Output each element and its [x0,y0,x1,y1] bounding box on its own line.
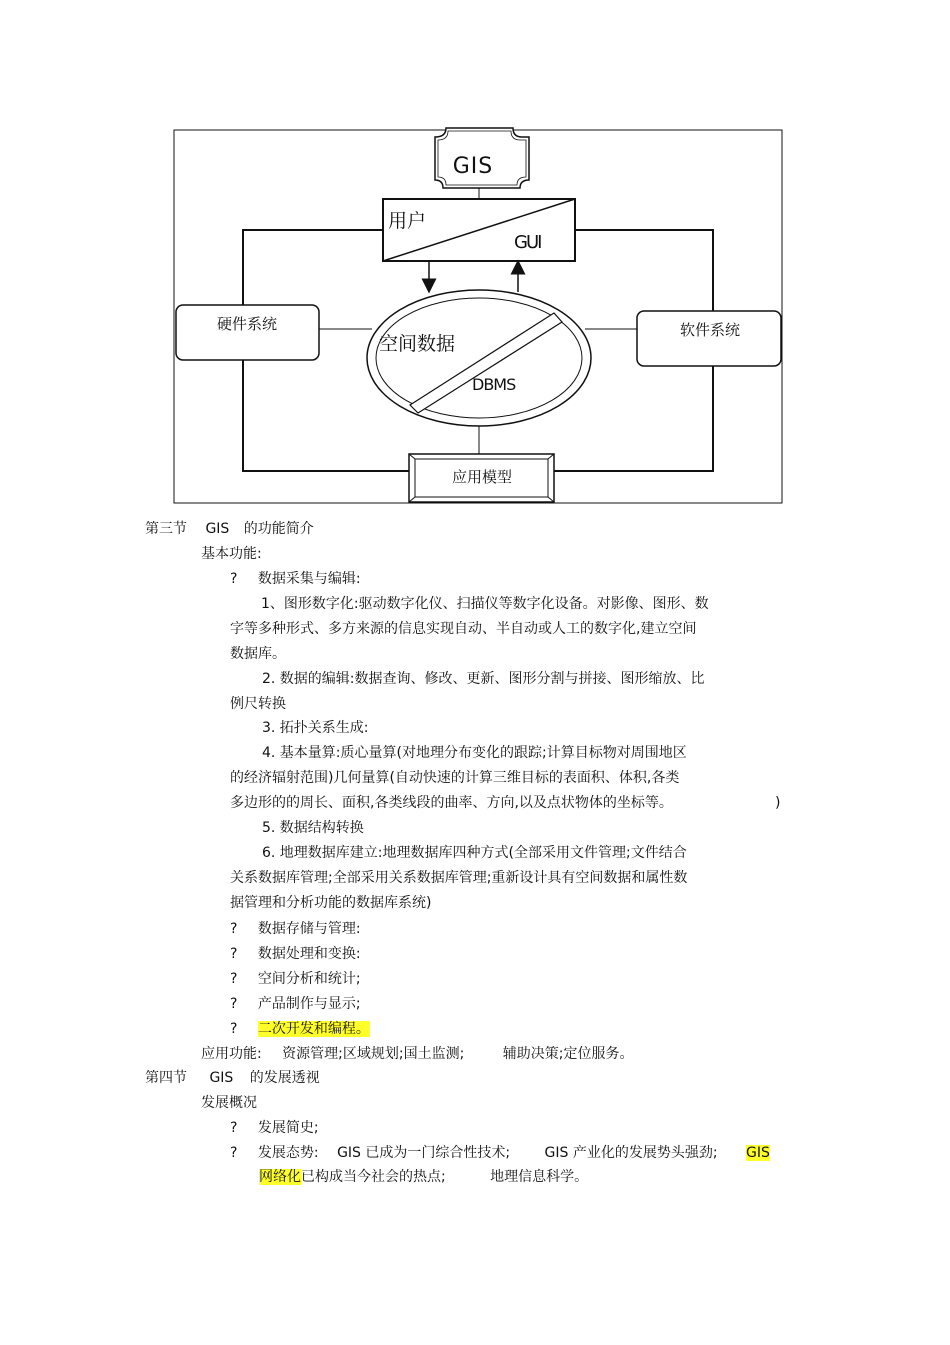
application-functions [201,1045,634,1063]
bullet-mark: ? [230,1120,238,1136]
para1-line3: 数据库。 [230,646,286,662]
bullet-mark: ? [230,971,238,987]
list-item-storage [230,920,361,938]
section3-title-text: 的功能简介 [243,521,314,537]
list-item-processing [230,945,361,963]
highlighted-text: 二次开发和编程。 [257,1021,370,1037]
dbms-label: DBMS [472,375,516,394]
para4-line2: 的经济辐射范围)几何量算(自动快速的计算三维目标的表面积、体积,各类 [230,770,680,786]
gui-label: GUI [514,232,541,253]
bullet-mark: ? [230,921,238,937]
para5: 5. 数据结构转换 [262,820,364,836]
list-item-label: 空间分析和统计; [257,971,361,987]
trends-label: 发展态势: [257,1145,319,1161]
para4-line3: 多边形的的周长、面积,各类线段的曲率、方向,以及点状物体的坐标等。 [230,795,673,811]
list-item-development [230,1020,370,1038]
section3-title [145,520,314,538]
basic-functions-title: 基本功能: [201,546,262,562]
list-item-label: 发展简史; [257,1120,319,1136]
para2-line1: 2. 数据的编辑:数据查询、修改、更新、图形分割与拼接、图形缩放、比 [262,671,705,687]
development-overview: 发展概况 [201,1095,257,1111]
trends-segment2: GIS 产业化的发展势头强劲; [544,1145,718,1161]
list-item-label: 数据采集与编辑: [257,571,361,587]
list-item-trends [230,1144,770,1162]
hardware-label: 硬件系统 [216,315,278,333]
gis-components-diagram [0,0,950,510]
list-item-label: 数据存储与管理: [257,921,361,937]
trends-line2-end: 地理信息科学。 [490,1169,589,1185]
para3: 3. 拓扑关系生成: [262,720,369,736]
section4-title-num: 第四节 [145,1070,187,1086]
para6-line1: 6. 地理数据库建立:地理数据库四种方式(全部采用文件管理;文件结合 [262,845,687,861]
para4-line1: 4. 基本量算:质心量算(对地理分布变化的跟踪;计算目标物对周围地区 [262,745,687,761]
app-model-label: 应用模型 [451,468,513,486]
bullet-mark: ? [230,946,238,962]
section4-title [145,1069,320,1087]
section3-title-gis: GIS [205,521,230,537]
trends-line2-text: 已构成当今社会的热点; [301,1169,446,1185]
bullet-mark: ? [230,1021,238,1037]
bullet-mark: ? [230,571,238,587]
para6-line2: 关系数据库管理;全部采用关系数据库管理;重新设计具有空间数据和属性数 [230,870,688,886]
para1-line1: 1、图形数字化:驱动数字化仪、扫描仪等数字化设备。对影像、图形、数 [261,596,709,612]
dbms-ellipse [367,290,591,426]
para1-line2: 字等多种形式、多方来源的信息实现自动、半自动或人工的数字化,建立空间 [230,621,697,637]
spatial-data-label: 空间数据 [379,333,456,355]
highlighted-text: GIS [746,1145,770,1161]
para6-line3: 据管理和分析功能的数据库系统) [230,895,432,911]
para4-line3-end: ) [775,795,781,811]
user-label: 用户 [388,210,427,232]
para2-line2: 例尺转换 [230,696,286,712]
trends-line2 [259,1168,588,1186]
list-item-label: 数据处理和变换: [257,946,361,962]
list-item-label: 产品制作与显示; [257,996,361,1012]
bullet-mark: ? [230,1145,238,1161]
app-functions-label: 应用功能: [201,1046,262,1062]
section4-title-gis: GIS [209,1070,234,1086]
list-item-analysis [230,970,361,988]
section3-title-num: 第三节 [145,521,187,537]
app-functions-items1: 资源管理;区域规划;国土监测; [282,1046,465,1062]
trends-segment1: GIS 已成为一门综合性技术; [337,1145,511,1161]
gis-label: GIS [452,154,494,179]
list-item-products [230,995,361,1013]
software-label: 软件系统 [679,321,741,339]
app-functions-items2: 辅助决策;定位服务。 [502,1046,634,1062]
highlighted-text: 网络化 [259,1169,301,1185]
list-item-history [230,1119,319,1137]
list-item-data-capture [230,570,361,588]
bullet-mark: ? [230,996,238,1012]
section4-title-text: 的发展透视 [249,1070,320,1086]
